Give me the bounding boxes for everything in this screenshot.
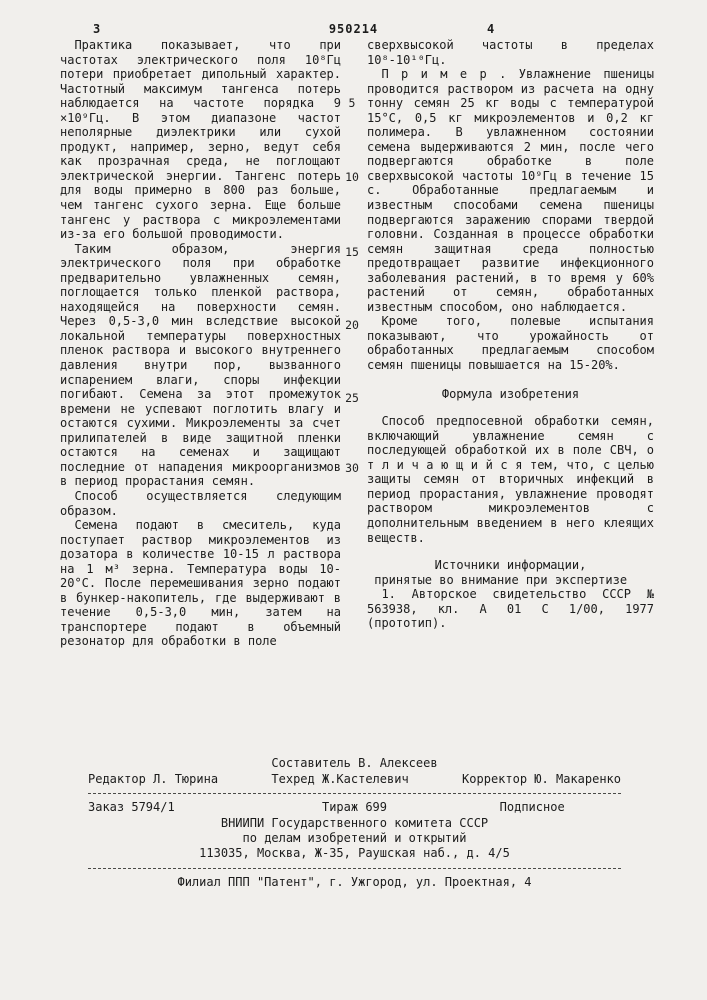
line-number-15: 15 [345, 245, 359, 259]
sources-subheading: принятые во внимание при экспертизе [374, 572, 628, 587]
formula-heading: Формула изобретения [441, 386, 580, 401]
paragraph-process-description: Семена подают в смеситель, куда поступает раствор микроэлементов из дозатора в количестве 10-15 л раствора на 1 м³ зерна. Температура воды 10-20°С. После перемешивания зерно подают в бункер-накопитель, где выдерживают в течение 0,5-3,0 мин, затем на транспортере подают в объемный резонатор для обработки в поле [60, 518, 341, 649]
paragraph-example: П р и м е р . Увлажнение пшеницы проводится раствором из расчета на одну тонну семян 25 кг воды с температурой 15°С, 0,5 кг микроэлементов и 0,2 кг полимера. В увлажненном состоянии семена выдерживаются 2 мин, после чего подвергаются обработке в поле сверхвысокой частоты 10⁹Гц в течение 15 с. Обработанные предлагаемым и известным способами семена пшеницы подвергаются заражению спорами твердой головни. Созданная в процессе обработки семян защитная среда полностью предотвращает развитие инфекционного заболевания растений, в то время у 60% растений от семян, обработанных известным способом, оно наблюдается. [367, 67, 654, 314]
order-row [88, 800, 621, 815]
imprint-footer [88, 756, 621, 890]
right-column [367, 38, 654, 631]
compiler-credit: Составитель В. Алексеев [271, 756, 438, 770]
line-number-5: 5 [348, 96, 356, 110]
credits-row [88, 772, 621, 787]
paragraph-continuation: сверхвысокой частоты в пределах 10⁸-10¹⁰Гц. [367, 38, 654, 67]
branch-address: Филиал ППП "Патент", г. Ужгород, ул. Проектная, 4 [177, 875, 532, 889]
order-number: Заказ 5794/1 [88, 800, 175, 814]
left-column-number: 3 [93, 22, 101, 36]
divider-bottom [88, 868, 621, 869]
paragraph-energy-absorption: Таким образом, энергия электрического поля при обработке предварительно увлажненных семян, поглощается только пленкой раствора, находящейся на поверхности семян. Через 0,5-3,0 мин вследствие высокой локальной температуры поверхностных пленок раствора и высокого внутреннего давления внутри пор, вызванного испарением влаги, споры инфекции погибают. Семена за этот промежуток времени не успевают поглотить влагу и остаются сухими. Микроэлементы за счет прилипателей в виде защитной пленки остаются на семенах и защищают последние от нападения микроорганизмов в период прорастания семян. [60, 241, 341, 489]
patent-number: 950214 [328, 22, 379, 36]
line-number-10: 10 [345, 170, 359, 184]
paragraph-method-intro: Способ осуществляется следующим образом. [60, 488, 341, 518]
line-number-30: 30 [345, 461, 359, 475]
source-item: 1. Авторское свидетельство СССР № 563938, кл. А 01 С 1/00, 1977 (прототип). [367, 587, 654, 631]
editor-credit: Редактор Л. Тюрина [88, 772, 219, 786]
print-run: Тираж 699 [321, 800, 388, 814]
divider-top [88, 793, 621, 794]
paragraph-field-trials: Кроме того, полевые испытания показывают, что урожайность от обработанных предлагаемым способом семян пшеницы повышается на 15-20%. [367, 314, 654, 373]
line-number-20: 20 [345, 318, 359, 332]
paragraph-frequency-theory: Практика показывает, что при частотах электрического поля 10⁸Гц потери приобретает дипольный характер. Частотный максимум тангенса потерь наблюдается на частоте порядка 9 ×10⁹Гц. В этом диапазоне частот неполярные диэлектрики или сухой продукт, например, зерно, ведут себя как прозрачная среда, не поглощают электрической энергии. Тангенс потерь для воды примерно в 800 раз больше, чем тангенс сухого зерна. Еще больше тангенс у раствора с микроэлементами из-за его большой проводимости. [60, 38, 341, 242]
paragraph-claim: Способ предпосевной обработки семян, включающий увлажнение семян с последующей обработкой их в поле СВЧ, о т л и ч а ю щ и й с я тем, что, с целью защиты семян от вторичных инфекций в период прорастания, увлажнение проводят раствором микроэлементов с дополнительным введением в него клеящих веществ. [367, 414, 654, 545]
techred-credit: Техред Ж.Кастелевич [271, 772, 409, 786]
line-number-25: 25 [345, 391, 359, 405]
right-column-number: 4 [487, 22, 495, 36]
org-department: по делам изобретений и открытий [242, 831, 467, 845]
sources-heading: Источники информации, [434, 558, 587, 573]
corrector-credit: Корректор Ю. Макаренко [462, 772, 621, 786]
org-name: ВНИИПИ Государственного комитета СССР [220, 816, 489, 830]
subscription-note: Подписное [499, 800, 565, 814]
org-address: 113035, Москва, Ж-35, Раушская наб., д. 4/5 [199, 846, 510, 860]
left-column [60, 38, 341, 649]
